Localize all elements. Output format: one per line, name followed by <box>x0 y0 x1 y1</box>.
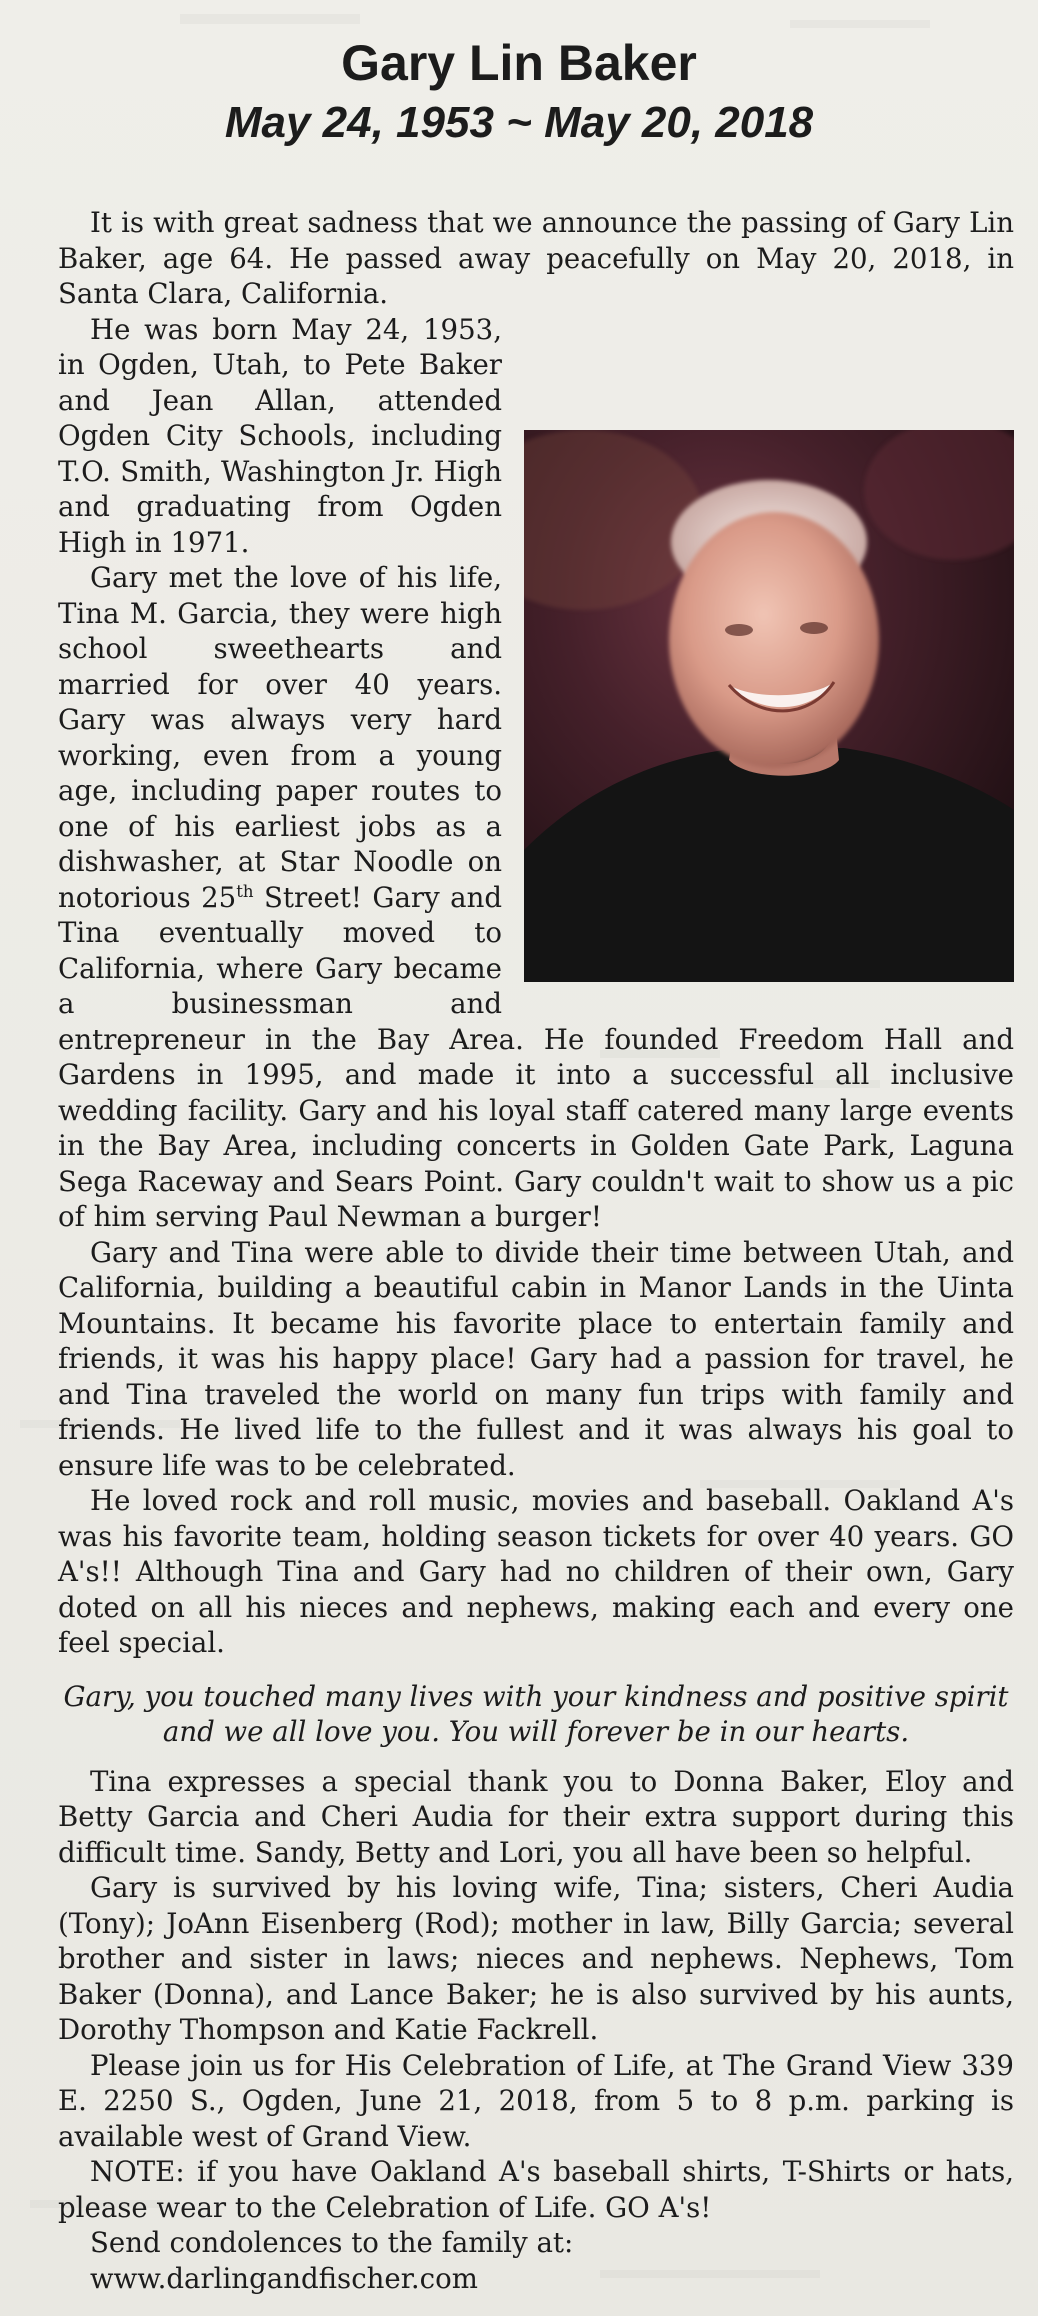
obituary-header <box>0 36 1038 147</box>
portrait-photo <box>524 430 1014 982</box>
paragraph-thanks: Tina expresses a special thank you to Donna Baker, Eloy and Betty Garcia and Cheri Audia for their extra support during this difficult time. Sandy, Betty and Lori, you all have been so helpful. <box>58 1764 1014 1869</box>
paragraph-interests: He loved rock and roll music, movies and baseball. Oakland A's was his favorite team, holding season tickets for over 40 years. GO A's!! Although Tina and Gary had no children of their own, Gary doted on all his nieces and nephews, making each and every one feel special. <box>58 1484 1014 1659</box>
life-dates: May 24, 1953 ~ May 20, 2018 <box>224 98 814 147</box>
tribute-quote: Gary, you touched many lives with your kindness and positive spirit and we all love you. You will forever be in our hearts. <box>63 1679 1009 1748</box>
paragraph-celebration: Please join us for His Celebration of Life, at The Grand View 339 E. 2250 S., Ogden, June 21, 2018, from 5 to 8 p.m. parking is available west of Grand View. <box>58 2048 1014 2153</box>
paragraph-utah-cabin: Gary and Tina were able to divide their time between Utah, and California, building a beautiful cabin in Manor Lands in the Uinta Mountains. It became his favorite place to entertain family and friends, it was his happy place! Gary had a passion for travel, he and Tina traveled the world on many fun trips with family and friends. He lived life to the fullest and it was always his goal to ensure life was to be celebrated. <box>58 1235 1014 1482</box>
deceased-name: Gary Lin Baker <box>341 35 697 91</box>
paragraph-announcement: It is with great sadness that we announce the passing of Gary Lin Baker, age 64. He passed away peacefully on May 20, 2018, in Santa Clara, California. <box>58 206 1014 310</box>
paragraph-condolences: Send condolences to the family at: <box>90 2226 574 2259</box>
paragraph-birth: He was born May 24, 1953, in Ogden, Utah, to Pete Baker and Jean Allan, attended Ogden City Schools, including T.O. Smith, Washington Jr. High and graduating from Ogden High in 1971. <box>58 312 502 559</box>
paragraph-survivors: Gary is survived by his loving wife, Tina; sisters, Cheri Audia (Tony); JoAnn Eisenberg (Rod); mother in law, Billy Garcia; several brother and sister in laws; nieces and nephews. Nephews, Tom Baker (Donna), and Lance Baker; he is also survived by his aunts, Dorothy Thompson and Katie Fackrell. <box>58 1871 1014 2046</box>
paragraph-note: NOTE: if you have Oakland A's baseball shirts, T-Shirts or hats, please wear to the Celebration of Life. GO A's! <box>58 2155 1014 2224</box>
condolence-website[interactable]: www.darlingandfischer.com <box>90 2261 478 2295</box>
obituary-body <box>58 205 1014 2296</box>
portrait-illustration <box>524 430 1014 982</box>
paragraph-life: Gary met the love of his life, Tina M. Garcia, they were high school sweethearts and married for over 40 years. Gary was always very hard working, even from a young age, including paper routes to one of his earliest jobs as a dishwasher, at Star Noodle on notorious 25th Street! Gary and Tina eventually moved to California, where Gary became a businessman and entrepreneur in the Bay Area. He founded Freedom Hall and Gardens in 1995, and made it into a successful all inclusive wedding facility. Gary and his loyal staff catered many large events in the Bay Area, including concerts in Golden Gate Park, Laguna Sega Raceway and Sears Point. Gary couldn't wait to show us a pic of him serving Paul Newman a burger! <box>58 561 1014 1233</box>
